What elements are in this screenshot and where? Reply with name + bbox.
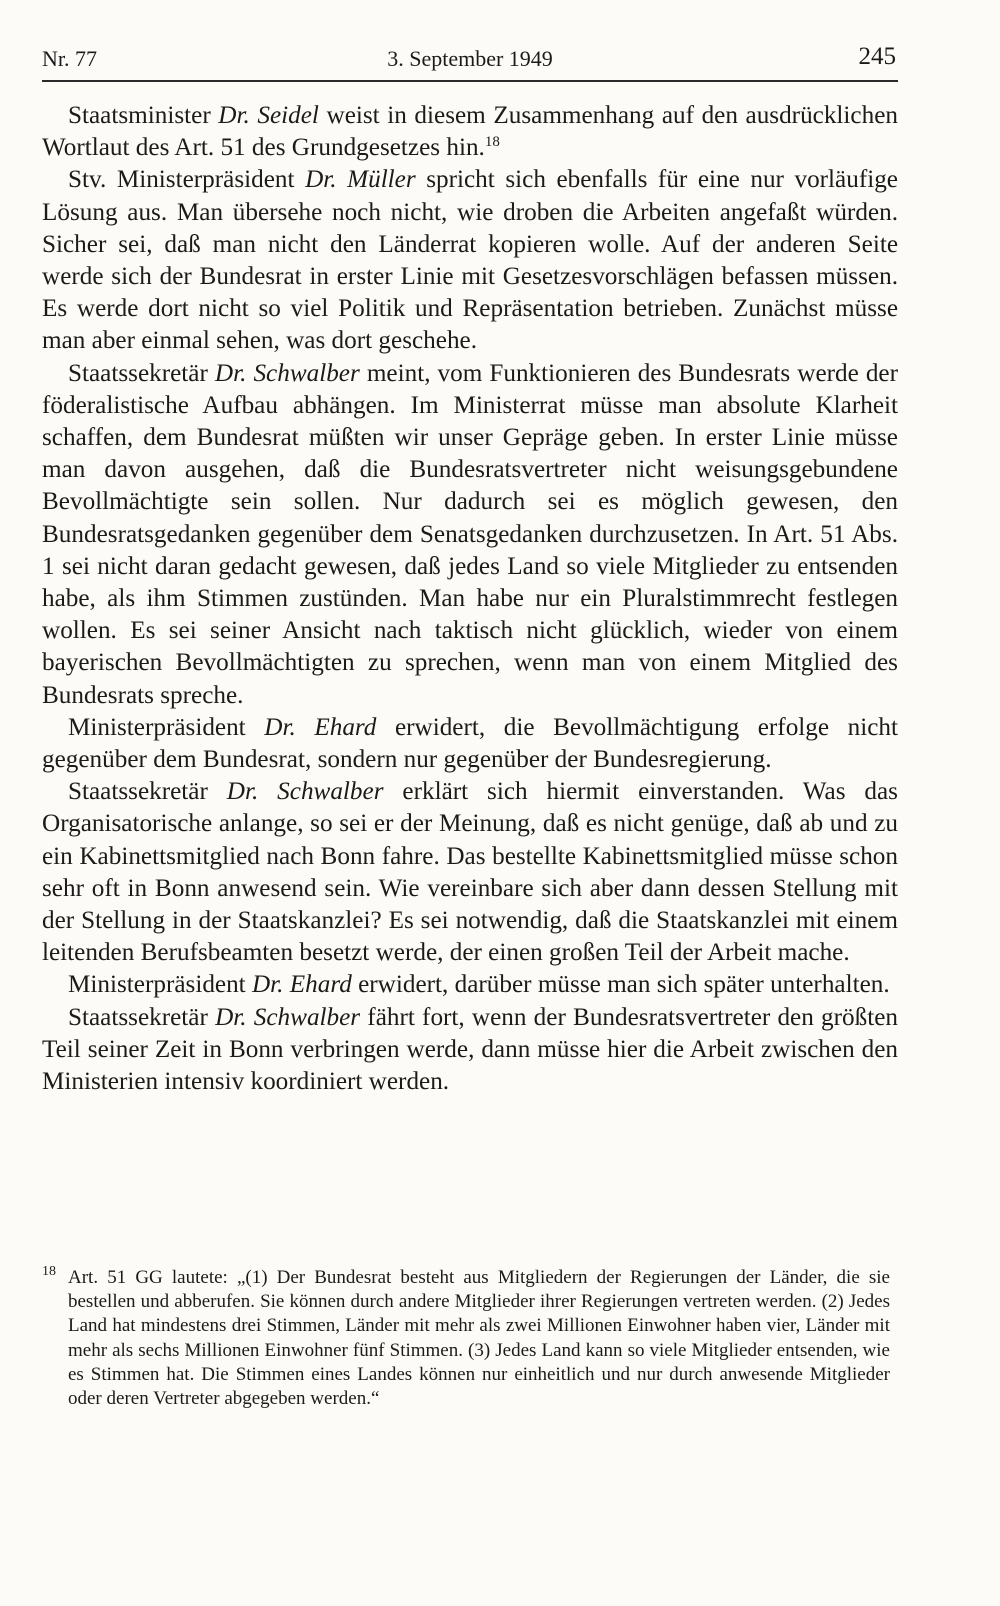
paragraph-text: meint, vom Funktionieren des Bundesrats werde der föderalistische Aufbau abhängen. Im Ministerrat müsse man absolute Klarheit schaffen, dem Bundesrat müßten wir unser Gepräge geben. In erster Linie müsse man davon ausgehen, daß die Bundesratsvertreter nicht weisungsgebundene Bevollmächtigte sein sollen. Nur dadurch sei es möglich gewesen, den Bundesratsgedanken gegenüber dem Senatsgedanken durchzusetzen. In Art. 51 Abs. 1 sei nicht daran gedacht gewesen, daß jedes Land so viele Mitglieder zu entsenden habe, als ihm Stimmen zustünden. Man habe nur ein Pluralstimmrecht festlegen wollen. Es sei seiner Ansicht nach taktisch nicht glücklich, wieder von einem bayerischen Bevollmächtigten zu sprechen, wenn man von einem Mitglied des Bundesrats spreche. xyxy=(42,359,898,709)
page-number: 245 xyxy=(858,43,896,70)
speaker-title: Staatssekretär xyxy=(68,1003,216,1031)
speaker-name: Dr. Müller xyxy=(305,166,416,194)
speaker-name: Dr. Schwalber xyxy=(214,359,360,387)
paragraph xyxy=(42,1002,898,1099)
speaker-name: Dr. Schwalber xyxy=(226,778,384,806)
footnote-reference[interactable]: 18 xyxy=(484,134,500,151)
paragraph xyxy=(42,712,898,776)
paragraph xyxy=(42,776,898,969)
speaker-name: Dr. Seidel xyxy=(218,102,319,129)
running-header xyxy=(42,40,898,82)
footnote xyxy=(42,1266,890,1411)
speaker-name: Dr. Ehard xyxy=(251,971,352,999)
speaker-title: Staatsminister xyxy=(68,102,219,129)
paragraph-text: fährt fort, wenn der Bundesratsvertreter den größten Teil seiner Zeit in Bonn verbringen werde, dann müsse hier die Arbeit zwischen den Ministerien intensiv koordiniert werden. xyxy=(42,1003,898,1096)
document-date: 3. September 1949 xyxy=(387,46,553,71)
speaker-name: Dr. Schwalber xyxy=(215,1003,361,1031)
paragraph-text: erklärt sich hiermit einverstanden. Was das Organisatorische anlange, so sei er der Meinung, daß es nicht genüge, daß ab und zu ein Kabinettsmitglied nach Bonn fahre. Das bestellte Kabinettsmitglied müsse schon sehr oft in Bonn anwesend sein. Wie vereinbare sich aber dann dessen Stellung mit der Stellung in der Staatskanzlei? Es sei notwendig, daß die Staatskanzlei mit einem leitenden Berufsbeamten besetzt werde, der einen großen Teil der Arbeit mache. xyxy=(42,778,898,967)
speaker-title: Stv. Ministerpräsident xyxy=(68,166,306,194)
paragraph-text: erwidert, darüber müsse man sich später unterhalten. xyxy=(351,971,890,999)
paragraph-text: spricht sich ebenfalls für eine nur vorläufige Lösung aus. Man übersehe noch nicht, wie droben die Arbeiten angefaßt würden. Sicher sei, daß man nicht den Länderrat kopieren wolle. Auf der anderen Seite werde sich der Bundesrat in erster Linie mit Gesetzesvorschlägen befassen müssen. Es werde dort nicht so viel Politik und Repräsentation betrieben. Zunächst müsse man aber einmal sehen, was dort geschehe. xyxy=(42,166,898,355)
body-text xyxy=(42,100,898,1098)
paragraph-text: weist in diesem Zusammenhang auf den ausdrücklichen Wortlaut des Art. 51 des Grundgesetzes hin. xyxy=(42,102,898,162)
paragraph-text: erwidert, die Bevollmächtigung erfolge nicht gegenüber dem Bundesrat, sondern nur gegenüber der Bundesregierung. xyxy=(42,713,898,774)
speaker-title: Ministerpräsident xyxy=(68,971,252,999)
paragraph xyxy=(42,164,898,357)
paragraph xyxy=(42,100,898,164)
footnote-number: 18 xyxy=(42,1264,56,1279)
footnote-text: Art. 51 GG lautete: „(1) Der Bundesrat besteht aus Mitgliedern der Regierungen der Länder, die sie bestellen und abberufen. Sie können durch andere Mitglieder ihrer Regierungen vertreten werden. (2) Jedes Land hat mindestens drei Stimmen, Länder mit mehr als zwei Millionen Einwohner haben vier, Länder mit mehr als sechs Millionen Einwohner fünf Stimmen. (3) Jedes Land kann so viele Mitglieder entsenden, wie es Stimmen hat. Die Stimmen eines Landes können nur einheitlich und nur durch anwesende Mitglieder oder deren Vertreter abgegeben werden.“ xyxy=(68,1267,890,1410)
speaker-title: Staatssekretär xyxy=(68,778,227,806)
paragraph xyxy=(42,358,898,712)
speaker-name: Dr. Ehard xyxy=(264,713,377,741)
speaker-title: Staatssekretär xyxy=(68,359,215,387)
document-number: Nr. 77 xyxy=(42,46,97,71)
paragraph xyxy=(42,969,898,1001)
speaker-title: Ministerpräsident xyxy=(68,713,265,741)
footnotes xyxy=(42,1266,890,1411)
